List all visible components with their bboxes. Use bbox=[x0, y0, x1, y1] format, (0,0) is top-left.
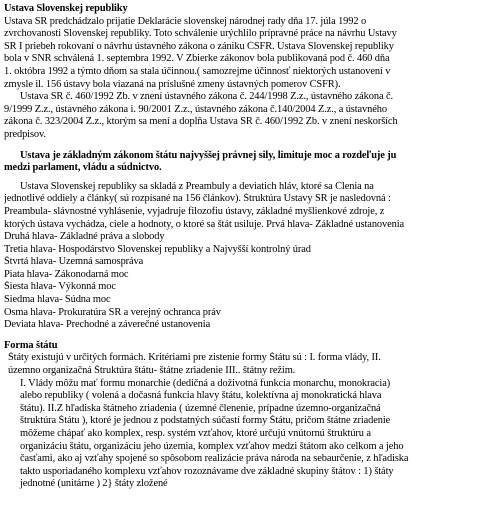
text-line: štátu). II.Z hľadiska štátneho zriadenia ( územné členenie, prípadne územno-organizačná bbox=[20, 402, 381, 414]
text-line: štruktúra Štátu ), ktoré je jednou z podstatných súčastí formy Štátu, pričom štátne zriadenie bbox=[20, 415, 391, 427]
text-line: Ústava SR predchádzalo prijatie Deklarácie slovenskej národnej rady dňa 17. júla 1992 o bbox=[4, 15, 367, 27]
chapter-list-item: Deviata hlava- Prechodné a záverečné ustanovenia bbox=[4, 319, 211, 331]
text-line: bola v SNR schválená 1. septembra 1992. V Zbierke zákonov bola publikovaná pod č. 460 dňa bbox=[4, 53, 390, 65]
text-line: časťami, ako aj vzťahy spojené so spôsobom realizácie práva národa na sebaurčenie, z hľadiska bbox=[20, 453, 409, 465]
bold-statement-line: medzi parlament, vládu a súdnictvo. bbox=[4, 162, 162, 174]
chapter-list-item: Štvrtá hlava- Územná samospráva bbox=[4, 256, 144, 268]
chapter-list-item: Tretia hlava- Hospodárstvo Slovenskej republiky a Najvyšší kontrolný úrad bbox=[4, 243, 311, 255]
text-line: Ústava Slovenskej republiky sa skladá z Preambuly a deviatich hláv, ktoré sa Členia na bbox=[20, 180, 374, 192]
text-line: organizáciu štátu, organizáciu jeho územia, komplex vzťahov medzi štátom ako celkom a jeho bbox=[20, 440, 404, 452]
text-line: jednotné (unitárne ) 2} štáty zložené bbox=[20, 478, 168, 490]
text-line: 9/1999 Z.z., ústavného zákona i. 90/2001 Z.z., ústavného zákona č.140/2004 Z.z., a ústavného bbox=[4, 103, 387, 115]
text-line: Štáty existujú v určitých formách. Kritériami pre zistenie formy Štátu sú : I. forma vlády, II. bbox=[8, 352, 381, 364]
text-line: zákona č. 323/2004 Z.z., ktorým sa mení a dopĺňa Ústava SR č. 460/1992 Zb. v znení neskorších bbox=[4, 116, 398, 128]
section-heading-forma-statu: Forma štátu bbox=[4, 339, 58, 351]
text-line: môžeme chápať ako komplex, resp. systém vzťahov, ktoré určujú vnútornú štruktúru a bbox=[20, 428, 371, 439]
text-line: Preambula- slávnostné vyhlásenie, vyjadruje filozofiu ústavy, základné myšlienkové zdroje, z bbox=[4, 205, 385, 217]
text-line: územno organizačná Štruktúra štátu- štátne zriadenie III.. štátny režim. bbox=[8, 365, 296, 377]
text-line: takto usporiadaného komplexu vzťahov rozoznávame dve základné skupiny štátov : 1) štáty bbox=[20, 465, 394, 477]
chapter-list-item: Šiesta hlava- Výkonná moc bbox=[4, 281, 116, 293]
chapter-list-item: Piata hlava- Zákonodarná moc bbox=[4, 268, 129, 280]
chapter-list-item: Siedma hlava- Súdna moc bbox=[4, 294, 111, 306]
chapter-list-item: Druhá hlava- Základné práva a slobody bbox=[4, 231, 165, 243]
text-line: Ústava SR č. 460/1992 Zb. v znení ústavného zákona č. 244/1998 Z.z., ústavného zákona č. bbox=[20, 91, 393, 103]
text-line: I. Vlády môžu mať formu monarchie (dedičná a doživotná funkcia monarchu, monokracia) bbox=[20, 377, 391, 389]
text-line: zmysle il. 156 ústavy bola viazaná na príslušné zmeny ústavných pomerov ČSFR). bbox=[4, 78, 341, 90]
text-line: ktorých ústava vychádza, ciele a hodnoty, o ktoré sa štát usiluje. Prvá hlava- Základné ustanovenia bbox=[4, 218, 405, 230]
text-line: predpisov. bbox=[4, 128, 46, 140]
text-line: 1. októbra 1992 a týmto dňom sa stala účinnou.( samozrejme účinnosť niektorých ustanovení v bbox=[4, 65, 391, 77]
text-line: alebo republiky ( volená a dočasná funkcia hlavy štátu, kolektívna aj monokratická hlava bbox=[20, 390, 382, 402]
text-line: SR I priebeh rokovaní o návrhu ústavného zákona o zániku ČSFR. Ústava Slovenskej republiky bbox=[4, 40, 394, 52]
chapter-list-item: Osma hlava- Prokuratúra SR a verejný ochranca práv bbox=[4, 306, 221, 318]
text-line: zvrchovanosti Slovenskej republiky. Toto schválenie urýchlilo prípravné práce na návrhu Ústavy bbox=[4, 28, 397, 40]
document-page bbox=[4, 3, 484, 491]
section-heading-ustava: Ústava Slovenskej republiky bbox=[4, 3, 128, 14]
text-line: jednotlivé oddiely a články( sú rozpísané na 156 článkov). Štruktúra Ústavy SR je nasledovná : bbox=[4, 193, 391, 205]
bold-statement-line: Ústava je základným zákonom štátu najvyššej právnej sily, limituje moc a rozdeľuje ju bbox=[20, 149, 397, 161]
